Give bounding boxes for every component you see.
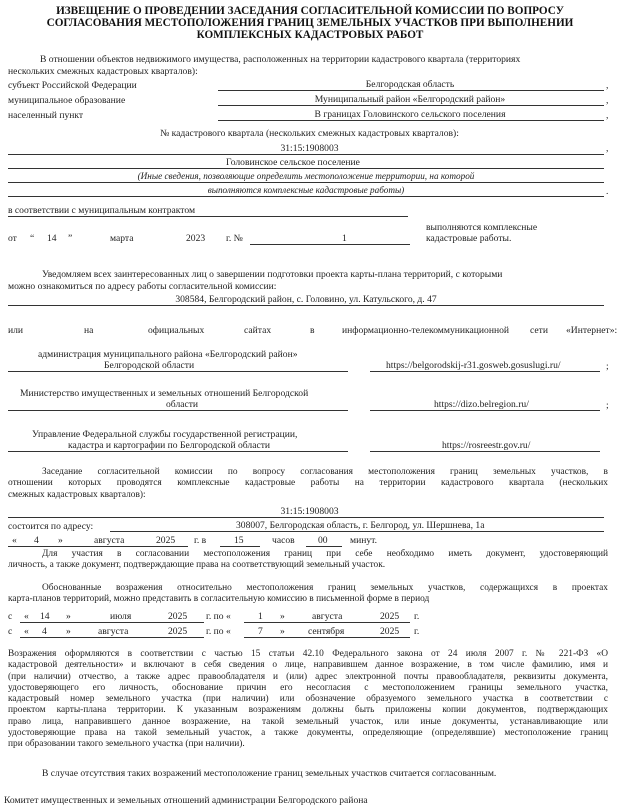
sites-word-1: или [8, 325, 24, 336]
meeting-date-underline [8, 546, 188, 547]
contract-number: 1 [342, 233, 347, 244]
period-1-quote-close: » [66, 611, 71, 622]
site-2-url[interactable]: https://dizo.belregion.ru/ [434, 399, 529, 410]
other-info-value: Головинское сельское поселение [226, 157, 360, 168]
document-title-line-1: ИЗВЕЩЕНИЕ О ПРОВЕДЕНИИ ЗАСЕДАНИЯ СОГЛАСИТЕЛЬНОЙ КОМИССИИ ПО ВОПРОСУ [56, 5, 564, 17]
contract-year-suffix: г. № [226, 233, 243, 244]
sites-word-4: сайтах [244, 325, 272, 336]
notice-line-1: Уведомляем всех заинтересованных лиц о завершении подготовки проекта карты-плана территорий, с которыми [42, 269, 503, 280]
other-info-hint-1: (Иные сведения, позволяющие определить местоположение территории, на которой [137, 171, 475, 181]
other-info-underline [8, 168, 604, 169]
meeting-hour: 15 [234, 535, 244, 546]
site-3-org-underline [8, 451, 348, 452]
meeting-quote-close: » [58, 535, 63, 546]
meeting-day: 4 [34, 535, 39, 546]
settlement-value: В границах Головинского сельского поселения [314, 109, 506, 120]
site-1-url-underline [370, 371, 600, 372]
site-3-url-underline [370, 451, 600, 452]
objections-line-2: карта-планов территорий, можно представить в согласительную комиссию в письменной форме в период [8, 594, 430, 605]
period-2-year-from: 2025 [168, 626, 188, 637]
municipal-underline [218, 105, 604, 106]
contract-year: 2023 [186, 233, 206, 244]
objections-line-1: Обоснованные возражения относительно местоположения границ земельных участков, содержащихся в проектах [42, 583, 608, 593]
law-line-5: кадастровый номер земельного участка (при наличии) или обозначение образуемого земельного участка в соответствии с [8, 694, 608, 705]
meeting-hours-label: часов [272, 535, 295, 546]
document-title-line-2: СОГЛАСОВАНИЯ МЕСТОПОЛОЖЕНИЯ ГРАНИЦ ЗЕМЕЛЬНЫХ УЧАСТКОВ ПРИ ВЫПОЛНЕНИИ [46, 17, 574, 29]
meeting-hour-underline [220, 546, 260, 547]
subject-underline [218, 90, 604, 91]
period-1-c: с [8, 611, 13, 622]
document-title-line-3: КОМПЛЕКСНЫХ КАДАСТРОВЫХ РАБОТ [196, 29, 424, 41]
notice-address-underline [8, 305, 604, 306]
period-1-mid: г. по « [206, 611, 231, 622]
other-info-period: . [606, 186, 609, 197]
contract-day: 14 [47, 233, 57, 244]
period-2-quote-open: « [24, 626, 29, 637]
law-line-6: проектом карты-плана территории. К указанным возражениям должны быть приложены копии документов, подтверждающих [8, 705, 608, 716]
period-2-underline-from [20, 637, 204, 638]
sites-word-5: в [310, 325, 315, 336]
municipal-comma: , [606, 95, 609, 106]
intro-line-2: нескольких смежных кадастровых кварталов): [8, 66, 198, 77]
period-2-day-to: 7 [258, 626, 263, 637]
period-1-month-to: августа [312, 611, 343, 622]
meeting-minutes-underline [306, 546, 342, 547]
site-1-org-line-1: администрация муниципального района «Белгородский район» [38, 349, 298, 360]
period-1-year-to: 2025 [380, 611, 400, 622]
period-1-quote-close-2: » [280, 611, 285, 622]
period-2-month-from: августа [98, 626, 129, 637]
contract-underline [8, 216, 408, 217]
contract-from: от [8, 233, 17, 244]
meeting-year: 2025 [156, 535, 176, 546]
objections-paragraph [8, 583, 608, 606]
settlement-label: населенный пункт [8, 110, 84, 121]
site-3-url[interactable]: https://rosreestr.gov.ru/ [442, 440, 531, 451]
period-1-underline-to [244, 622, 410, 623]
contract-label: в соответствии с муниципальным контрактом [8, 205, 196, 216]
period-2-day-from: 4 [42, 626, 47, 637]
meeting-address-value: 308007, Белгородская область, г. Белгород, ул. Шершнева, 1а [236, 520, 485, 531]
meeting-quote-open: « [12, 535, 17, 546]
sites-word-8: «Интернет»: [566, 325, 618, 336]
period-2-end: г. [414, 626, 420, 637]
period-1-underline-from [20, 622, 204, 623]
other-info-underline-3 [8, 196, 604, 197]
meeting-address-label: состоится по адресу: [8, 521, 94, 532]
sites-word-6: информационно-телекоммуникационной [342, 325, 510, 336]
meeting-docs [8, 549, 608, 572]
notice-address: 308584, Белгородский район, с. Головино, ул. Катульского, д. 47 [175, 294, 437, 305]
site-3-org-line-1: Управление Федеральной службы государственной регистрации, [32, 429, 298, 440]
law-line-2: кадастровой деятельности» и включают в себя сведения о лице, направившем данное возражение, в том числе фамилию, имя и [8, 660, 608, 671]
meeting-paragraph [8, 467, 608, 501]
site-2-url-underline [370, 410, 600, 411]
subject-comma: , [606, 80, 609, 91]
meeting-line-3: смежных кадастровых кварталов): [8, 489, 146, 500]
contract-number-underline [250, 244, 410, 245]
contract-month: марта [110, 233, 134, 244]
law-final: В случае отсутствия таких возражений местоположение границ земельных участков считается согласованным. [42, 768, 497, 779]
settlement-underline [218, 120, 604, 121]
other-info-underline-2 [8, 182, 604, 183]
contract-quote-open: “ [30, 233, 35, 244]
period-1-day-to: 1 [258, 611, 263, 622]
footer-text: Комитет имущественных и земельных отношений администрации Белгородского района [4, 795, 368, 806]
municipal-value: Муниципальный район «Белгородский район» [314, 94, 506, 105]
subject-label: субъект Российской Федерации [8, 80, 137, 91]
period-2-year-to: 2025 [380, 626, 400, 637]
period-2-quote-close: » [66, 626, 71, 637]
site-2-org-underline [8, 410, 348, 411]
meeting-minutes-label: минут. [350, 535, 378, 546]
site-3-org-line-2: кадастра и картографии по Белгородской области [68, 440, 271, 451]
law-line-4: удостоверяющего его личность, обоснование причин его несогласия с местоположением границы земельного участка, [8, 682, 608, 693]
sites-word-3: официальных [148, 325, 205, 336]
subject-value: Белгородская область [365, 79, 455, 90]
intro-line-1: В отношении объектов недвижимого имущества, расположенных на территории кадастрового квартала (территориях [40, 54, 521, 65]
period-2-c: с [8, 626, 13, 637]
meeting-cadastral-underline [8, 517, 604, 518]
law-paragraph [8, 649, 608, 751]
period-1-end: г. [414, 611, 420, 622]
site-2-org-line-1: Министерство имущественных и земельных отношений Белгородской [20, 388, 309, 399]
law-line-1: Возражения оформляются в соответствии с частью 15 статьи 42.10 Федерального закона от 24 июля 2007 г. № 221-ФЗ «О [8, 649, 608, 659]
sites-word-7: сети [530, 325, 548, 336]
law-line-9: при образовании такого земельного участка (при наличии). [8, 739, 245, 750]
settlement-comma: , [606, 110, 609, 121]
notice-line-2: можно ознакомиться по адресу работы согласительной комиссии: [8, 281, 277, 292]
site-2-org-line-2: области [166, 399, 199, 410]
sites-word-2: на [84, 325, 94, 336]
period-2-mid: г. по « [206, 626, 231, 637]
period-1-year-from: 2025 [168, 611, 188, 622]
cadastral-underline [8, 154, 604, 155]
law-line-7: право лица, направившего данное возражение, на такой земельный участок, или иные документы, устанавливающие или [8, 716, 608, 727]
period-1-month-from: июля [110, 611, 132, 622]
meeting-year-suffix: г. в [194, 535, 207, 546]
other-info-hint-2: выполняются комплексные кадастровые работы) [207, 185, 405, 195]
site-1-org-line-2: Белгородской области [104, 360, 195, 371]
law-line-8: удостоверяющие права на такой земельный участок, а также документы, определяющие (определявшие) местоположение границ [8, 728, 608, 739]
meeting-cadastral: 31:15:1908003 [280, 506, 339, 517]
meeting-docs-line-2: личность, а также документ, подтверждающие права на соответствующий земельный участок. [8, 560, 386, 571]
period-2-quote-close-2: » [280, 626, 285, 637]
contract-works-1: выполняются комплексные [426, 222, 538, 233]
municipal-label: муниципальное образование [8, 95, 126, 106]
period-2-month-to: сентября [308, 626, 345, 637]
meeting-address-underline [110, 531, 604, 532]
law-line-3: (при наличии) отчество, а также адрес правообладателя и (или) адрес электронной почты правообладателя, реквизиты документа, [8, 671, 608, 682]
meeting-docs-line-1: Для участия в согласовании местоположения границ при себе необходимо иметь документ, удостоверяющий [42, 549, 608, 559]
period-1-quote-open: « [24, 611, 29, 622]
site-1-semicolon: ; [606, 361, 609, 372]
meeting-month: августа [94, 535, 125, 546]
cadastral-value: 31:15:1908003 [280, 143, 339, 154]
site-1-url[interactable]: https://belgorodskij-r31.gosweb.gosuslugi.ru/ [386, 360, 561, 371]
site-2-semicolon: ; [606, 400, 609, 411]
period-2-underline-to [244, 637, 410, 638]
meeting-line-1: Заседание согласительной комиссии по вопросу согласования местоположения границ земельных участков, в [42, 467, 608, 477]
site-1-org-underline [8, 371, 348, 372]
cadastral-comma: , [606, 143, 609, 154]
contract-quote-close: ” [68, 233, 73, 244]
contract-works-2: кадастровые работы. [426, 233, 512, 244]
meeting-minutes: 00 [318, 535, 328, 546]
meeting-line-2: отношении которых проводятся комплексные кадастровые работы на территории кадастрового квартала (нескольких [8, 478, 608, 489]
cadastral-label: № кадастрового квартала (нескольких смежных кадастровых кварталов): [160, 128, 459, 139]
period-1-day-from: 14 [40, 611, 50, 622]
